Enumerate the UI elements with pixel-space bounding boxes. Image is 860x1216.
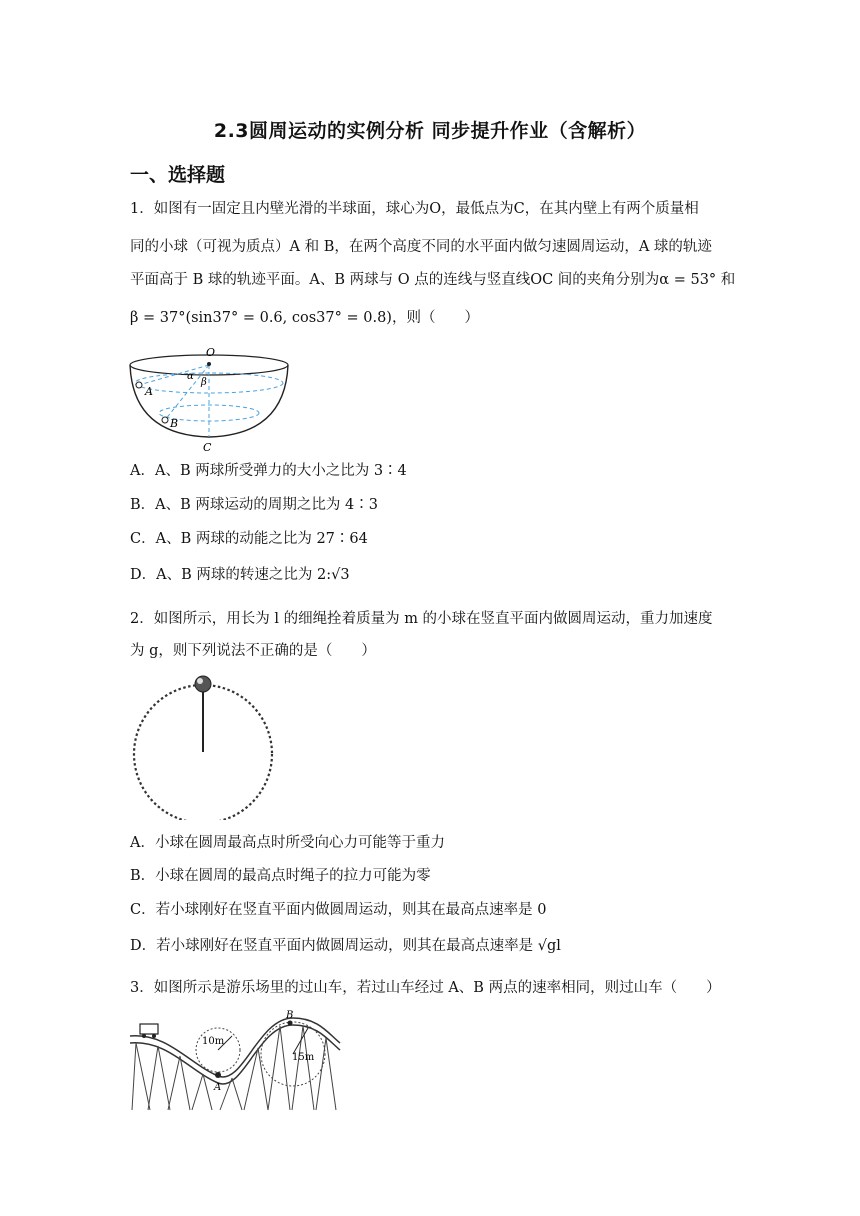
q1-option-c[interactable]: C．A、B 两球的动能之比为 27∶64 <box>130 531 368 547</box>
roller-coaster-figure <box>128 1008 343 1113</box>
point-b-label: B <box>286 1010 294 1021</box>
radius-a-label: 10m <box>202 1036 225 1047</box>
q2-stem-line-1: 2．如图所示，用长为 l 的细绳拴着质量为 m 的小球在竖直平面内做圆周运动，重力加速度 <box>130 611 713 627</box>
radius-b-label: 15m <box>292 1052 315 1063</box>
q2-option-c[interactable]: C．若小球刚好在竖直平面内做圆周运动，则其在最高点速率是 0 <box>130 902 547 918</box>
q1-option-d[interactable]: D．A、B 两球的转速之比为 2:√3 <box>130 567 350 583</box>
point-c-label: C <box>203 441 212 454</box>
q3-stem-line-1: 3．如图所示是游乐场里的过山车，若过山车经过 A、B 两点的速率相同，则过山车（ ） <box>130 980 721 996</box>
q1-stem-line-2: 同的小球（可视为质点）A 和 B，在两个高度不同的水平面内做匀速圆周运动，A 球的轨迹 <box>130 239 712 255</box>
q1-option-b[interactable]: B．A、B 两球运动的周期之比为 4∶3 <box>130 497 378 513</box>
section-heading: 一、选择题 <box>130 164 226 186</box>
q2-option-b[interactable]: B．小球在圆周的最高点时绳子的拉力可能为零 <box>130 868 431 884</box>
document-title: 2.3圆周运动的实例分析 同步提升作业（含解析） <box>213 120 647 142</box>
q1-option-a[interactable]: A．A、B 两球所受弹力的大小之比为 3∶4 <box>130 463 407 479</box>
q2-stem-line-2: 为 g，则下列说法不正确的是（ ） <box>130 643 376 659</box>
hemisphere-figure <box>125 345 295 455</box>
point-a-label: A <box>214 1082 222 1093</box>
q2-option-a[interactable]: A．小球在圆周最高点时所受向心力可能等于重力 <box>130 835 445 851</box>
point-a-label: A <box>145 385 153 398</box>
vertical-circle-figure <box>130 670 280 820</box>
alpha-label: α <box>187 371 194 382</box>
point-o-label: O <box>206 346 216 359</box>
q2-option-d[interactable]: D．若小球刚好在竖直平面内做圆周运动，则其在最高点速率是 √gl <box>130 938 561 954</box>
point-b-label: B <box>170 417 179 430</box>
q1-stem-line-4: β = 37°(sin37° = 0.6, cos37° = 0.8)，则（ ） <box>130 310 479 326</box>
beta-label: β <box>201 377 207 388</box>
q1-stem-line-1: 1．如图有一固定且内壁光滑的半球面，球心为O，最低点为C，在其内壁上有两个质量相 <box>130 201 699 217</box>
q1-stem-line-3: 平面高于 B 球的轨迹平面。A、B 两球与 O 点的连线与竖直线OC 间的夹角分别为α = 53° 和 <box>130 272 736 288</box>
